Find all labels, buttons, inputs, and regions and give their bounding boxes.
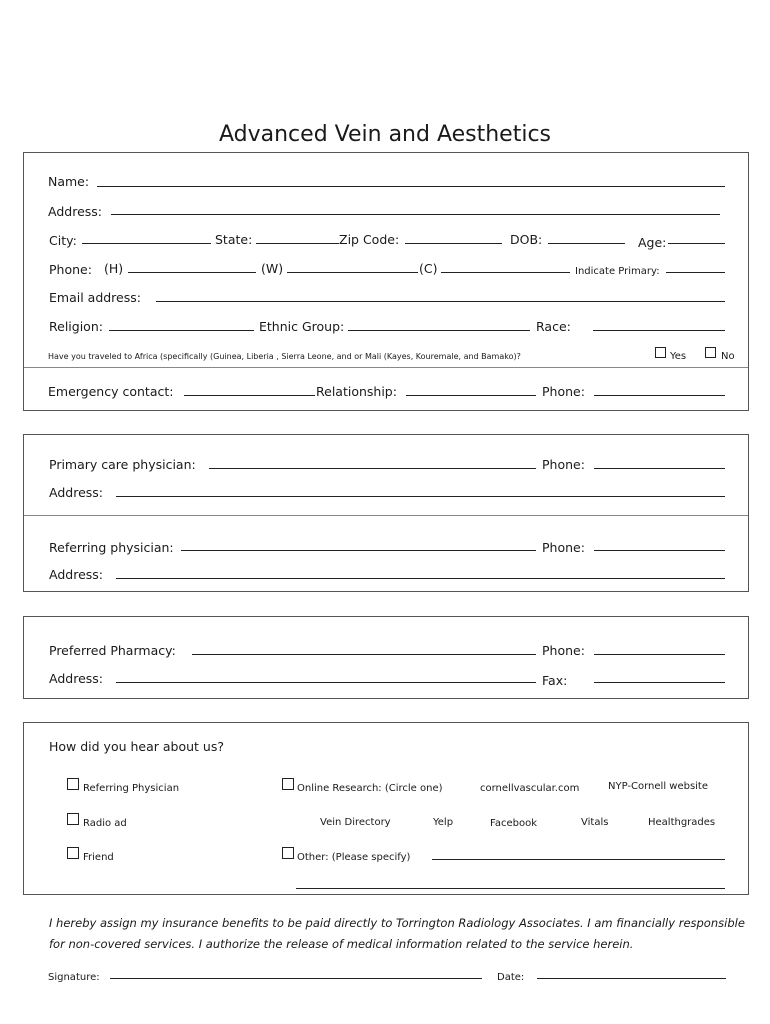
phone-work-field[interactable] [287,272,418,273]
indicate-primary-field[interactable] [666,272,725,273]
emergency-contact-field[interactable] [184,395,315,396]
referring-physician-label: Referring physician: [49,540,174,555]
age-field[interactable] [668,243,725,244]
pharmacy-phone-field[interactable] [594,654,725,655]
pharmacy-fax-field[interactable] [594,682,725,683]
referring-address-label: Address: [49,567,103,582]
signature-label: Signature: [48,972,100,983]
indicate-primary-label: Indicate Primary: [575,266,660,277]
other-option: Other: (Please specify) [297,852,411,863]
ethnic-group-field[interactable] [348,330,530,331]
online-research-option: Online Research: (Circle one) [297,783,443,794]
primary-phone-field[interactable] [594,468,725,469]
religion-field[interactable] [109,330,254,331]
referring-physician-option: Referring Physician [83,783,180,794]
pharmacy-fax-label: Fax: [542,673,568,688]
relationship-label: Relationship: [316,384,397,399]
city-field[interactable] [82,243,211,244]
phone-cell-field[interactable] [441,272,570,273]
form-title: Advanced Vein and Aesthetics [218,122,552,147]
emergency-contact-label: Emergency contact: [48,384,174,399]
other-checkbox[interactable] [282,847,294,859]
date-field[interactable] [537,978,726,979]
race-field[interactable] [593,330,725,331]
referral-question: How did you hear about us? [49,739,224,754]
state-field[interactable] [256,243,339,244]
africa-travel-question: Have you traveled to Africa (specifically (Guinea, Liberia , Sierra Leone, and or Mali (Kayes, Kouremale, and Bamako)? [48,352,521,361]
dob-field[interactable] [548,243,625,244]
phone-home-label: (H) [104,261,124,276]
patient-section-divider [24,367,748,368]
emergency-phone-field[interactable] [594,395,725,396]
referring-physician-field[interactable] [181,550,536,551]
phone-home-field[interactable] [128,272,256,273]
name-label: Name: [48,174,90,189]
cornell-option[interactable]: cornellvascular.com [480,783,580,794]
nyp-option[interactable]: NYP-Cornell website [608,781,709,792]
ethnic-group-label: Ethnic Group: [259,319,345,334]
online-research-checkbox[interactable] [282,778,294,790]
pharmacy-address-field[interactable] [116,682,536,683]
referring-phone-field[interactable] [594,550,725,551]
phone-cell-label: (C) [419,261,438,276]
phone-work-label: (W) [261,261,284,276]
primary-physician-label: Primary care physician: [49,457,196,472]
religion-label: Religion: [49,319,103,334]
primary-phone-label: Phone: [542,457,585,472]
relationship-field[interactable] [406,395,536,396]
dob-label: DOB: [510,232,543,247]
date-label: Date: [497,972,525,983]
phone-label: Phone: [49,262,92,277]
referring-phone-label: Phone: [542,540,585,555]
pharmacy-field[interactable] [192,654,536,655]
signature-field[interactable] [110,978,482,979]
state-label: State: [215,232,253,247]
pharmacy-phone-label: Phone: [542,643,585,658]
referring-address-field[interactable] [116,578,725,579]
primary-physician-field[interactable] [209,468,536,469]
pharmacy-label: Preferred Pharmacy: [49,643,176,658]
primary-address-field[interactable] [116,496,725,497]
name-field[interactable] [97,186,725,187]
physicians-divider [24,515,748,516]
authorization-statement-line2: for non-covered services. I authorize the release of medical information related to the service herein. [49,937,634,951]
address-label: Address: [48,204,102,219]
friend-option: Friend [83,852,114,863]
africa-no-label: No [721,351,735,362]
africa-yes-checkbox[interactable] [655,347,666,358]
city-label: City: [49,233,77,248]
healthgrades-option[interactable]: Healthgrades [648,817,716,828]
africa-yes-label: Yes [670,351,687,362]
other-specify-field[interactable] [432,859,725,860]
yelp-option[interactable]: Yelp [433,817,454,828]
primary-address-label: Address: [49,485,103,500]
africa-no-checkbox[interactable] [705,347,716,358]
facebook-option[interactable]: Facebook [490,818,537,829]
pharmacy-address-label: Address: [49,671,103,686]
vitals-option[interactable]: Vitals [581,817,609,828]
emergency-phone-label: Phone: [542,384,585,399]
friend-checkbox[interactable] [67,847,79,859]
patient-info-section [23,152,749,411]
email-label: Email address: [49,290,141,305]
age-label: Age: [638,235,667,250]
referring-physician-checkbox[interactable] [67,778,79,790]
other-specify-field-2[interactable] [296,888,725,889]
radio-ad-checkbox[interactable] [67,813,79,825]
vein-directory-option[interactable]: Vein Directory [320,817,391,828]
race-label: Race: [536,319,571,334]
radio-ad-option: Radio ad [83,818,127,829]
email-field[interactable] [156,301,725,302]
zip-field[interactable] [405,243,502,244]
address-field[interactable] [111,214,720,215]
authorization-statement-line1: I hereby assign my insurance benefits to be paid directly to Torrington Radiology Associates. I am financially responsible [49,916,745,930]
zip-label: Zip Code: [339,232,400,247]
